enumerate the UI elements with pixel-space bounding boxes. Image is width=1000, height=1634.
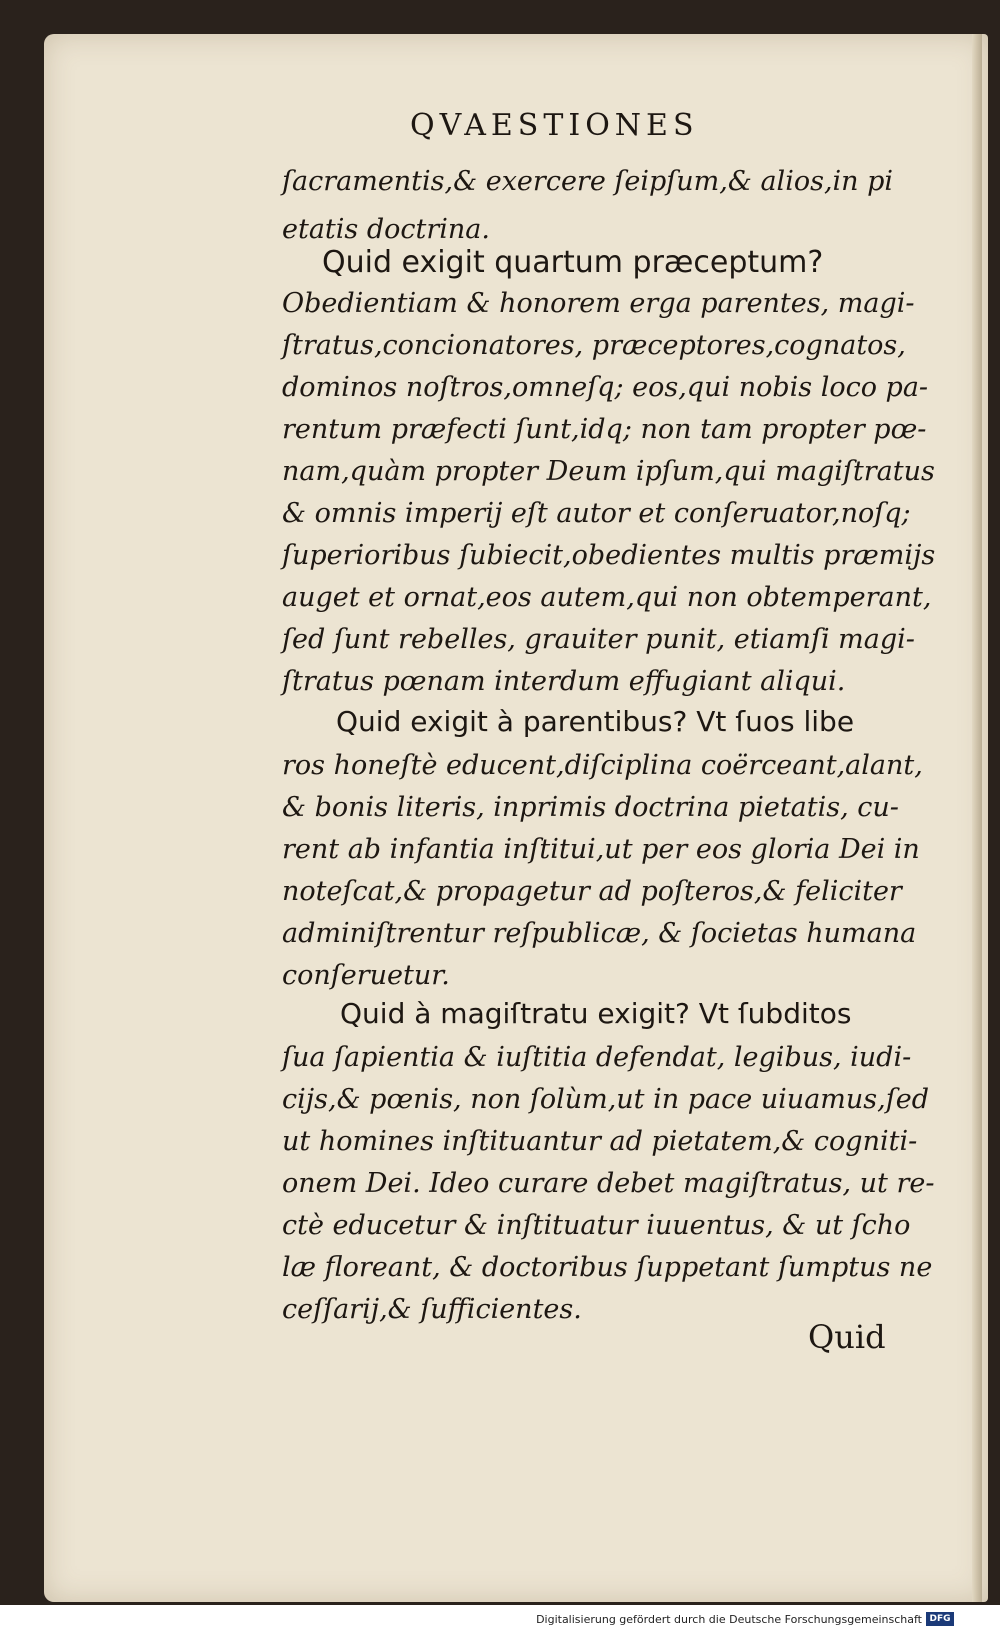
text-line: ſua ſapientia & iuſtitia defendat, legibus, iudi- <box>282 1042 912 1073</box>
dfg-logo: DFG <box>926 1612 954 1626</box>
text-line: auget et ornat,eos autem,qui non obtemperant, <box>282 582 932 613</box>
footer-credit: Digitalisierung gefördert durch die Deutsche Forschungsgemeinschaft <box>536 1613 922 1626</box>
page-edge <box>972 34 982 1602</box>
text-line: ſuperioribus ſubiecit,obedientes multis præmijs <box>282 540 936 571</box>
text-line: cijs,& pœnis, non ſolùm,ut in pace uiuamus,ſed <box>282 1084 929 1115</box>
text-line: rent ab infantia inſtitui,ut per eos gloria Dei in <box>282 834 920 865</box>
text-line: ſed ſunt rebelles, grauiter punit, etiamſi magi- <box>282 624 915 655</box>
text-line: ctè educetur & inſtituatur iuuentus, & ut ſcho <box>282 1210 911 1241</box>
text-line: ſtratus,concionatores, præceptores,cognatos, <box>282 330 906 361</box>
question-heading: Quid à magiſtratu exigit? Vt ſubditos <box>340 997 852 1030</box>
text-line: dominos noſtros,omneſq; eos,qui nobis loco pa- <box>282 372 929 403</box>
footer-bar <box>0 1605 1000 1634</box>
text-line: ſtratus pœnam interdum effugiant aliqui. <box>282 666 846 697</box>
text-line: etatis doctrina. <box>282 214 490 245</box>
text-line: adminiſtrentur reſpublicæ, & ſocietas humana <box>282 918 917 949</box>
question-heading: Quid exigit quartum præceptum? <box>322 245 824 280</box>
catchword: Quid <box>808 1318 886 1356</box>
text-line: ceſſarij,& ſufficientes. <box>282 1294 582 1325</box>
text-line: noteſcat,& propagetur ad poſteros,& feliciter <box>282 876 902 907</box>
text-line: & bonis literis, inprimis doctrina pietatis, cu- <box>282 792 899 823</box>
running-head: QVAESTIONES <box>410 108 699 143</box>
text-line: conſeruetur. <box>282 960 450 991</box>
text-line: nam,quàm propter Deum ipſum,qui magiſtratus <box>282 456 935 487</box>
text-line: ros honeſtè educent,diſciplina coërceant,alant, <box>282 750 923 781</box>
text-line: Obedientiam & honorem erga parentes, magi- <box>282 288 915 319</box>
text-line: onem Dei. Ideo curare debet magiſtratus, ut re- <box>282 1168 935 1199</box>
text-line: læ floreant, & doctoribus ſuppetant ſumptus ne <box>282 1252 933 1283</box>
text-line: ut homines inſtituantur ad pietatem,& cogniti- <box>282 1126 918 1157</box>
question-heading: Quid exigit à parentibus? Vt ſuos libe <box>336 705 855 738</box>
text-line: ſacramentis,& exercere ſeipſum,& alios,in pi <box>282 166 894 197</box>
text-line: & omnis imperij eſt autor et conſeruator,noſq; <box>282 498 911 529</box>
text-line: rentum præfecti ſunt,idq; non tam propter pœ- <box>282 414 927 445</box>
